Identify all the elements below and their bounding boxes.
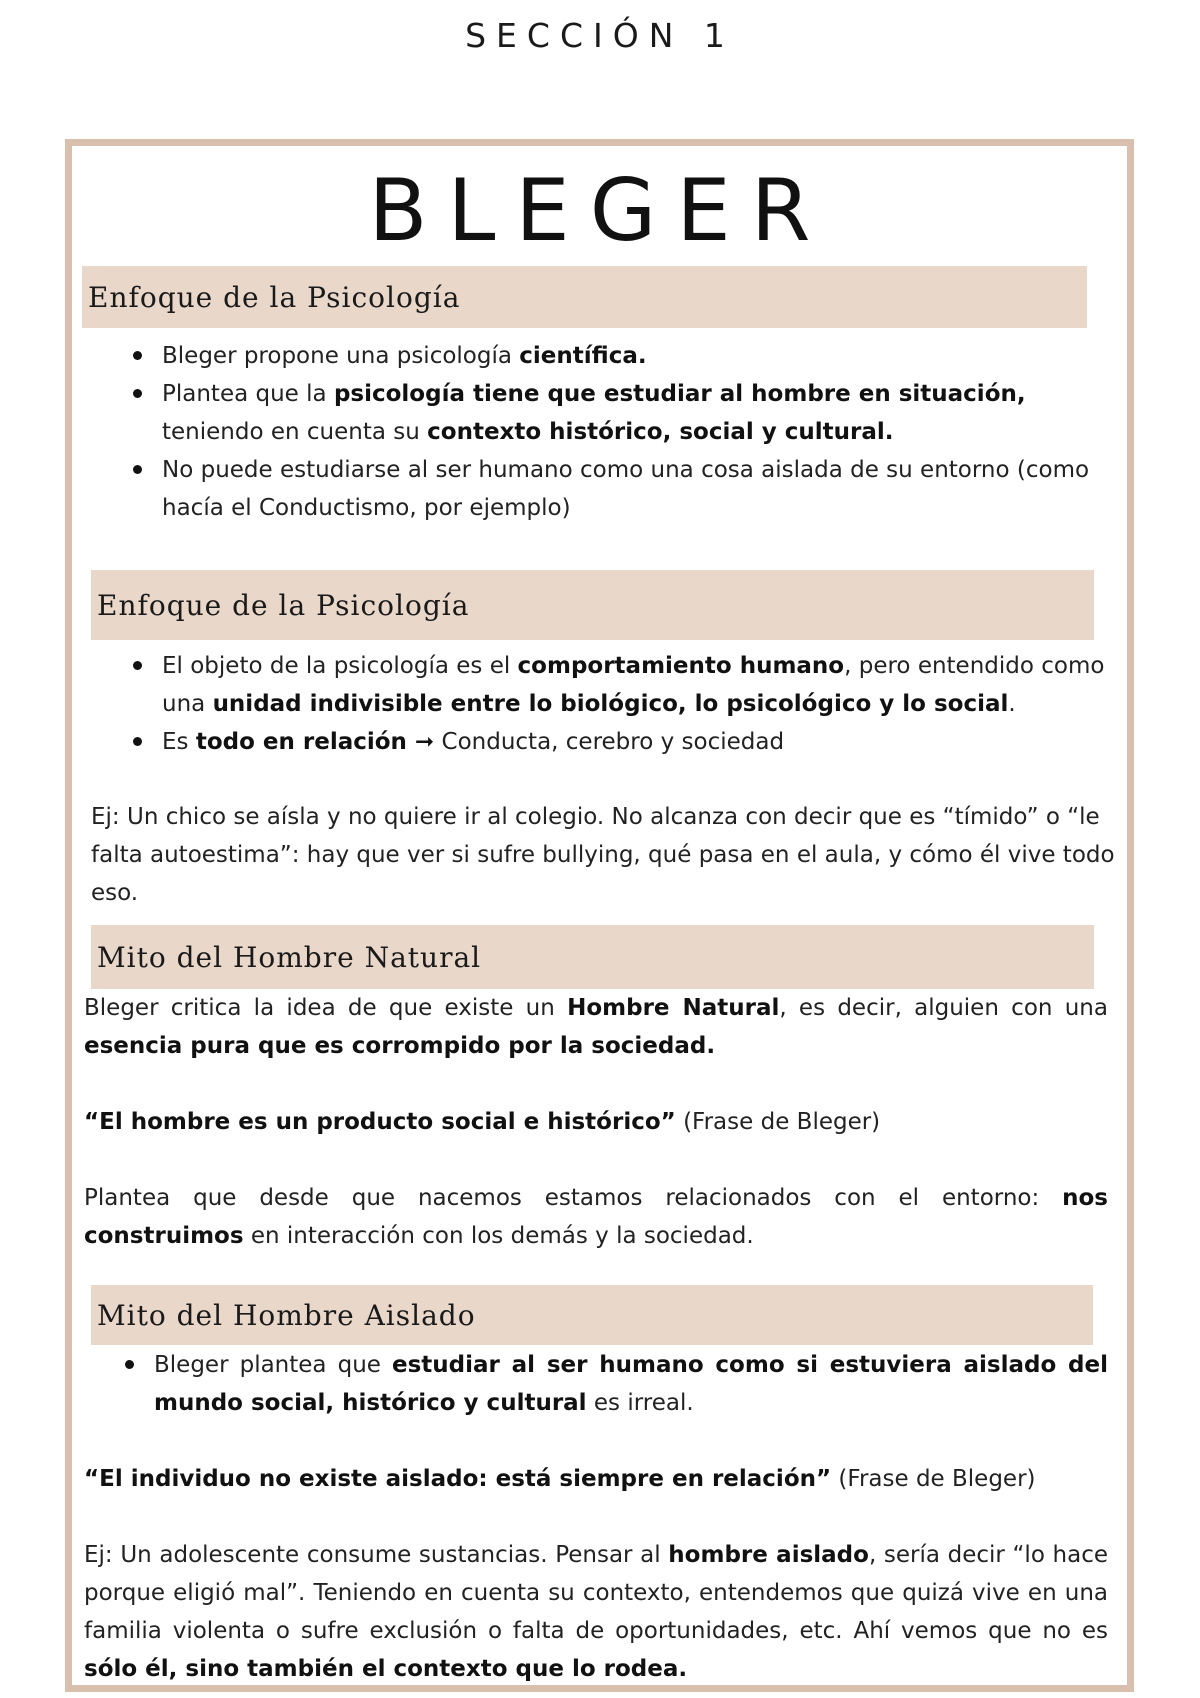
list-item (116, 723, 1116, 761)
text-run: Plantea que la (162, 381, 334, 407)
list-item (116, 647, 1116, 723)
text-run: Bleger plantea que (154, 1352, 393, 1378)
bold-text: todo en relación ➞ (195, 729, 435, 755)
section-body (108, 1346, 1108, 1422)
bold-text: científica. (519, 343, 647, 369)
section-body (84, 1460, 1108, 1688)
text-run: Conducta, cerebro y sociedad (434, 729, 785, 755)
section-heading: Mito del Hombre Aislado (91, 1285, 1093, 1345)
bold-text: estudiar al ser humano como si estuviera aislado del mundo social, histórico y cultural (154, 1352, 1108, 1416)
text-run: , es decir, alguien con una (779, 995, 1108, 1021)
text-run: Es (162, 729, 196, 755)
bold-text: hombre aislado (668, 1542, 869, 1568)
page-title: BLEGER (368, 161, 831, 261)
bullet-list (108, 1346, 1108, 1422)
section-label: SECCIÓN 1 (465, 16, 735, 55)
text-run: (Frase de Bleger) (675, 1109, 881, 1135)
bullet-list (116, 337, 1116, 527)
bold-text: “El hombre es un producto social e histórico” (84, 1109, 676, 1135)
bold-text: unidad indivisible entre lo biológico, lo psicológico y lo social (212, 691, 1009, 717)
paragraph (84, 1179, 1108, 1255)
bold-text: psicología tiene que estudiar al hombre en situación, (333, 381, 1026, 407)
bold-text: “El individuo no existe aislado: está siempre en relación” (84, 1466, 832, 1492)
bold-text: contexto histórico, social y cultural. (427, 419, 894, 445)
paragraph (84, 989, 1108, 1065)
list-item (108, 1346, 1108, 1422)
text-run: Plantea que desde que nacemos estamos relacionados con el entorno: (84, 1185, 1063, 1211)
paragraph (84, 1103, 1108, 1141)
text-run: Bleger propone una psicología (162, 343, 520, 369)
text-run: . (1008, 691, 1016, 717)
list-item (116, 375, 1116, 451)
section-body (84, 989, 1108, 1255)
section-heading: Enfoque de la Psicología (82, 266, 1087, 328)
bold-text: sólo él, sino también el contexto que lo rodea. (84, 1656, 688, 1682)
bold-text: nos construimos (84, 1185, 1108, 1249)
content-card (65, 139, 1134, 1692)
paragraph (84, 1536, 1108, 1688)
text-run: teniendo en cuenta su (162, 419, 428, 445)
bold-text: esencia pura que es corrompido por la sociedad. (84, 1033, 716, 1059)
section-heading: Mito del Hombre Natural (91, 925, 1094, 989)
text-run: , pero entendido como una (162, 653, 1105, 717)
paragraph (91, 798, 1116, 912)
section-body (91, 798, 1116, 912)
text-run: Bleger critica la idea de que existe un (84, 995, 568, 1021)
bold-text: comportamiento humano (517, 653, 845, 679)
section-body (116, 337, 1116, 527)
text-run: Ej: Un chico se aísla y no quiere ir al colegio. No alcanza con decir que es “tímido” o “le falta autoestima”: hay que ver si sufre bullying, qué pasa en el aula, y cómo él vive todo eso. (91, 804, 1115, 906)
section-body (116, 647, 1116, 761)
text-run: , sería decir “lo hace porque eligió mal”. Teniendo en cuenta su contexto, entendemos que quizá vive en una familia violenta o sufre exclusión o falta de oportunidades, etc. Ahí vemos que no es (84, 1542, 1109, 1644)
bold-text: Hombre Natural (567, 995, 780, 1021)
text-run: Ej: Un adolescente consume sustancias. Pensar al (84, 1542, 669, 1568)
paragraph (84, 1460, 1108, 1498)
text-run: en interacción con los demás y la sociedad. (243, 1223, 754, 1249)
bullet-list (116, 647, 1116, 761)
text-run: es irreal. (586, 1390, 694, 1416)
text-run: El objeto de la psicología es el (162, 653, 518, 679)
text-run: No puede estudiarse al ser humano como una cosa aislada de su entorno (como hacía el Conductismo, por ejemplo) (162, 457, 1090, 521)
list-item (116, 337, 1116, 375)
text-run: (Frase de Bleger) (831, 1466, 1036, 1492)
section-heading: Enfoque de la Psicología (91, 570, 1094, 640)
list-item (116, 451, 1116, 527)
